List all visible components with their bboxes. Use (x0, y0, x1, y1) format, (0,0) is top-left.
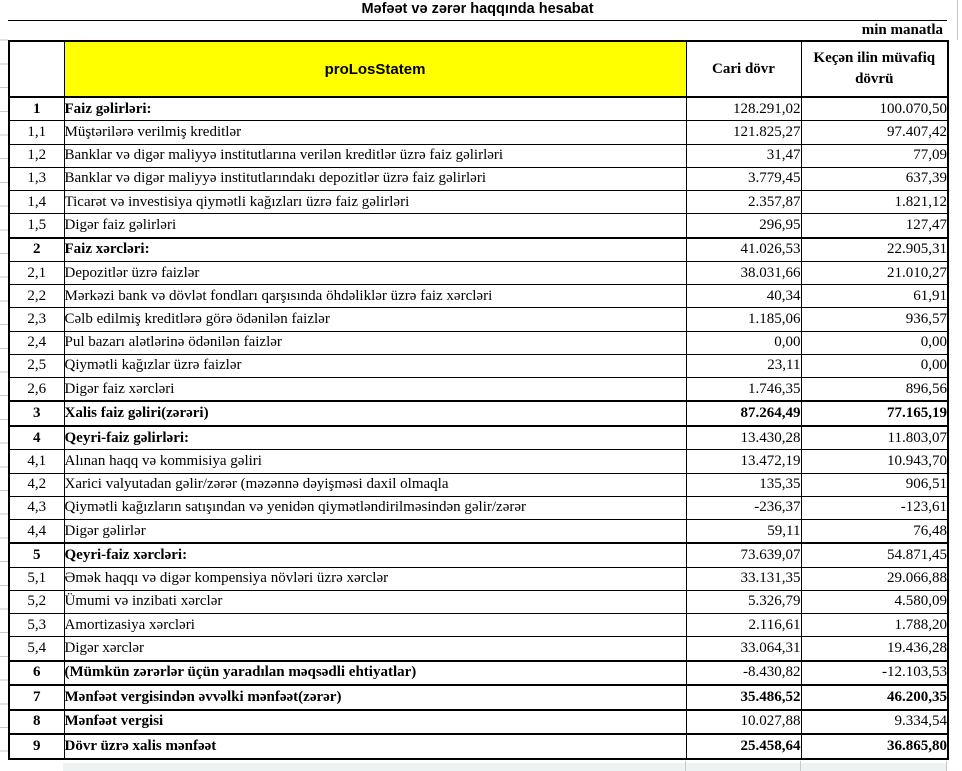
row-number: 2 (9, 238, 64, 262)
value-current: 1.185,06 (686, 308, 801, 331)
row-label: Mərkəzi bank və dövlət fondları qarşısında öhdəliklər üzrə faiz xərcləri (64, 285, 686, 308)
row-number: 9 (9, 734, 64, 759)
table-row (9, 710, 948, 735)
row-label: Xalis faiz gəliri(zərəri) (64, 401, 686, 426)
row-number: 4,2 (9, 473, 64, 496)
row-label: Digər xərclər (64, 637, 686, 661)
table-row (9, 238, 948, 262)
row-number: 2,4 (9, 331, 64, 354)
table-header-row (9, 41, 948, 97)
row-number: 3 (9, 401, 64, 426)
row-label: Qiymətli kağızların satışından və yenidən qiymətləndirilməsindən gəlir/zərər (64, 496, 686, 519)
row-number: 4 (9, 426, 64, 450)
value-previous: 896,56 (801, 378, 948, 402)
row-label: Qeyri-faiz gəlirləri: (64, 426, 686, 450)
value-current: 2.116,61 (686, 614, 801, 637)
row-label: Mənfəət vergisindən əvvəlki mənfəət(zərər) (64, 685, 686, 710)
row-label: Depozitlər üzrə faizlər (64, 261, 686, 284)
value-previous: 11.803,07 (801, 426, 948, 450)
value-previous: 936,57 (801, 308, 948, 331)
row-label: Əmək haqqı və digər kompensiya növləri üzrə xərclər (64, 567, 686, 590)
header-name-cell: proLosStatem (64, 41, 686, 97)
gridline-right (957, 0, 958, 40)
value-previous: 4.580,09 (801, 590, 948, 613)
value-previous: 637,39 (801, 167, 948, 190)
value-previous: 77.165,19 (801, 401, 948, 426)
table-row (9, 97, 948, 121)
value-previous: 21.010,27 (801, 261, 948, 284)
row-number: 2,1 (9, 261, 64, 284)
table-row (9, 285, 948, 308)
value-current: 38.031,66 (686, 261, 801, 284)
row-number: 4,1 (9, 450, 64, 473)
value-previous: -123,61 (801, 496, 948, 519)
value-current: 135,35 (686, 473, 801, 496)
table-row (9, 590, 948, 613)
value-previous: 29.066,88 (801, 567, 948, 590)
row-label: Dövr üzrə xalis mənfəət (64, 734, 686, 759)
table-row (9, 261, 948, 284)
value-current: 128.291,02 (686, 97, 801, 121)
row-number: 1,5 (9, 214, 64, 238)
table-row (9, 661, 948, 686)
table-row (9, 637, 948, 661)
value-previous: 97.407,42 (801, 121, 948, 144)
value-previous: 36.865,80 (801, 734, 948, 759)
table-row (9, 191, 948, 214)
table-row (9, 543, 948, 567)
row-number: 4,4 (9, 519, 64, 543)
row-label: (Mümkün zərərlər üçün yaradılan məqsədli ehtiyatlar) (64, 661, 686, 686)
row-number: 2,2 (9, 285, 64, 308)
row-label: Amortizasiya xərcləri (64, 614, 686, 637)
table-row (9, 685, 948, 710)
table-row (9, 144, 948, 167)
value-current: 35.486,52 (686, 685, 801, 710)
value-previous: 1.788,20 (801, 614, 948, 637)
row-number: 6 (9, 661, 64, 686)
value-current: 10.027,88 (686, 710, 801, 735)
value-previous: 61,91 (801, 285, 948, 308)
value-current: 25.458,64 (686, 734, 801, 759)
value-current: 2.357,87 (686, 191, 801, 214)
row-label: Mənfəət vergisi (64, 710, 686, 735)
table-row (9, 214, 948, 238)
row-label: Pul bazarı alətlərinə ödənilən faizlər (64, 331, 686, 354)
row-label: Alınan haqq və kommisiya gəliri (64, 450, 686, 473)
row-number: 7 (9, 685, 64, 710)
table-row (9, 378, 948, 402)
table-body (9, 97, 948, 759)
row-label: Faiz xərcləri: (64, 238, 686, 262)
row-number: 5,1 (9, 567, 64, 590)
value-previous: 9.334,54 (801, 710, 948, 735)
row-number: 5,2 (9, 590, 64, 613)
row-label: Qiymətli kağızlar üzrə faizlər (64, 354, 686, 377)
row-number: 1 (9, 97, 64, 121)
row-label: Müştərilərə verilmiş kreditlər (64, 121, 686, 144)
row-label: Ümumi və inzibati xərclər (64, 590, 686, 613)
table-row (9, 496, 948, 519)
value-current: 87.264,49 (686, 401, 801, 426)
gridline-table-right (946, 761, 947, 771)
value-current: 41.026,53 (686, 238, 801, 262)
value-current: 296,95 (686, 214, 801, 238)
header-previous-period: Keçən ilin müvafiq dövrü (801, 41, 948, 97)
table-row (9, 519, 948, 543)
row-number: 1,3 (9, 167, 64, 190)
row-label: Faiz gəlirləri: (64, 97, 686, 121)
table-row (9, 473, 948, 496)
row-number: 1,2 (9, 144, 64, 167)
value-previous: 0,00 (801, 331, 948, 354)
table-row (9, 734, 948, 759)
row-number: 4,3 (9, 496, 64, 519)
table-row (9, 614, 948, 637)
row-number: 1,1 (9, 121, 64, 144)
value-previous: 906,51 (801, 473, 948, 496)
value-current: 73.639,07 (686, 543, 801, 567)
row-label: Digər faiz gəlirləri (64, 214, 686, 238)
value-current: -8.430,82 (686, 661, 801, 686)
report-title: Məfəət və zərər haqqında hesabat (361, 1, 594, 17)
row-number: 5,3 (9, 614, 64, 637)
unit-note: min manatla (8, 20, 947, 40)
row-number: 2,3 (9, 308, 64, 331)
row-label: Banklar və digər maliyyə institutlarındakı depozitlər üzrə faiz gəlirləri (64, 167, 686, 190)
table-row (9, 401, 948, 426)
value-previous: 1.821,12 (801, 191, 948, 214)
spreadsheet-gutter (0, 17, 8, 769)
value-current: -236,37 (686, 496, 801, 519)
value-previous: 127,47 (801, 214, 948, 238)
value-current: 40,34 (686, 285, 801, 308)
table-row (9, 167, 948, 190)
value-previous: 19.436,28 (801, 637, 948, 661)
row-label: Banklar və digər maliyyə institutlarına verilən kreditlər üzrə faiz gəlirləri (64, 144, 686, 167)
row-number: 5,4 (9, 637, 64, 661)
row-label: Digər faiz xərcləri (64, 378, 686, 402)
value-previous: 100.070,50 (801, 97, 948, 121)
value-previous: -12.103,53 (801, 661, 948, 686)
value-current: 23,11 (686, 354, 801, 377)
value-previous: 54.871,45 (801, 543, 948, 567)
value-previous: 76,48 (801, 519, 948, 543)
gridline-col-current (685, 761, 686, 771)
table-row (9, 567, 948, 590)
row-number: 2,5 (9, 354, 64, 377)
header-empty-cell (9, 41, 64, 97)
value-current: 13.430,28 (686, 426, 801, 450)
value-current: 121.825,27 (686, 121, 801, 144)
header-current-period: Cari dövr (686, 41, 801, 97)
value-current: 31,47 (686, 144, 801, 167)
value-previous: 46.200,35 (801, 685, 948, 710)
row-label: Cəlb edilmiş kreditlərə görə ödənilən faizlər (64, 308, 686, 331)
value-current: 33.131,35 (686, 567, 801, 590)
value-current: 1.746,35 (686, 378, 801, 402)
gridline-col-previous (800, 761, 801, 771)
value-current: 5.326,79 (686, 590, 801, 613)
row-label: Digər gəlirlər (64, 519, 686, 543)
table-row (9, 354, 948, 377)
table-row (9, 450, 948, 473)
value-previous: 0,00 (801, 354, 948, 377)
row-number: 2,6 (9, 378, 64, 402)
table-row (9, 426, 948, 450)
row-number: 1,4 (9, 191, 64, 214)
value-current: 13.472,19 (686, 450, 801, 473)
value-current: 59,11 (686, 519, 801, 543)
row-label: Ticarət və investisiya qiymətli kağızları üzrə faiz gəlirləri (64, 191, 686, 214)
row-label: Xarici valyutadan gəlir/zərər (məzənnə dəyişməsi daxil olmaqla (64, 473, 686, 496)
row-label: Qeyri-faiz xərcləri: (64, 543, 686, 567)
table-row (9, 121, 948, 144)
row-number: 8 (9, 710, 64, 735)
value-previous: 77,09 (801, 144, 948, 167)
profit-loss-table (8, 40, 949, 760)
table-row (9, 308, 948, 331)
table-row (9, 331, 948, 354)
value-previous: 22.905,31 (801, 238, 948, 262)
value-current: 33.064,31 (686, 637, 801, 661)
next-row-strip (63, 763, 947, 771)
value-current: 0,00 (686, 331, 801, 354)
value-previous: 10.943,70 (801, 450, 948, 473)
row-number: 5 (9, 543, 64, 567)
value-current: 3.779,45 (686, 167, 801, 190)
